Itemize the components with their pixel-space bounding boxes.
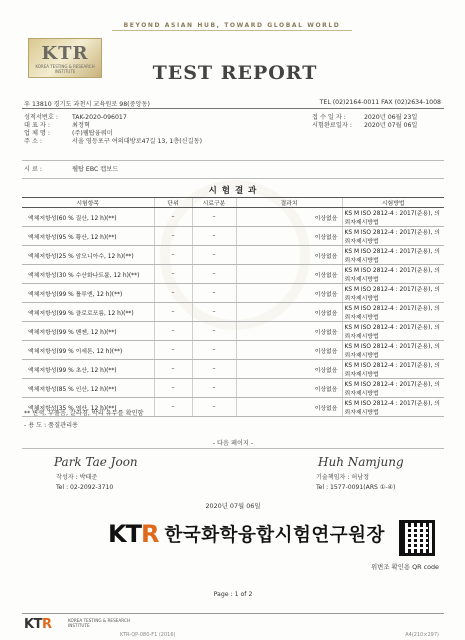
cell-method: KS M ISO 2812-4 : 2017(준용), 의뢰자제시방법 bbox=[342, 379, 444, 398]
cell-unit: – bbox=[154, 303, 192, 322]
purpose-note: - 용 도 : 품질관리용 bbox=[24, 422, 79, 429]
report-meta-left bbox=[24, 114, 202, 146]
address-row: 주 소 : 서울 영등포구 여의대방로47길 13, 1층(신길동) bbox=[24, 138, 202, 145]
cell-sample-class: – bbox=[192, 379, 236, 398]
received-date: 2020년 06월 23일 bbox=[364, 114, 418, 121]
received-row: 접 수 일 자 : 2020년 06월 23일 bbox=[312, 114, 418, 121]
institute-name: 한국화학융합시험연구원장 bbox=[164, 525, 385, 546]
tech-manager-signature: Huh Namjung bbox=[318, 455, 404, 469]
cell-method: KS M ISO 2812-4 : 2017(준용), 의뢰자제시방법 bbox=[342, 322, 444, 341]
page-title: TEST REPORT bbox=[152, 62, 318, 84]
cell-method: KS M ISO 2812-4 : 2017(준용), 의뢰자제시방법 bbox=[342, 341, 444, 360]
results-header-row bbox=[22, 198, 444, 208]
cell-sample-class: – bbox=[192, 341, 236, 360]
results-body bbox=[22, 208, 444, 417]
cell-test-item: 액체저항성(25 % 암모니아수, 12 h)(**) bbox=[22, 246, 154, 265]
cell-result: 이상없음 bbox=[236, 398, 342, 417]
cell-result: 이상없음 bbox=[236, 341, 342, 360]
cell-unit: – bbox=[154, 341, 192, 360]
report-meta-right bbox=[312, 114, 417, 130]
meta-divider bbox=[22, 160, 444, 161]
footer-paper-size: A4(210×297) bbox=[405, 632, 439, 638]
ktr-logo: KTR bbox=[108, 520, 159, 548]
page-number: Page : 1 of 2 bbox=[213, 591, 253, 598]
cell-test-item: 액체저항성(30 % 수산화나트륨, 12 h)(**) bbox=[22, 265, 154, 284]
author-signature: Park Tae Joon bbox=[54, 455, 138, 469]
cell-test-item: 액체저항성(99 % 톨루엔, 12 h)(**) bbox=[22, 284, 154, 303]
table-row bbox=[22, 303, 444, 322]
cell-unit: – bbox=[154, 208, 192, 227]
cell-sample-class: – bbox=[192, 208, 236, 227]
tagline-divider bbox=[112, 30, 352, 31]
cell-unit: – bbox=[154, 360, 192, 379]
cell-test-item: 액체저항성(85 % 인산, 12 h)(**) bbox=[22, 379, 154, 398]
cell-result: 이상없음 bbox=[236, 322, 342, 341]
cell-method: KS M ISO 2812-4 : 2017(준용), 의뢰자제시방법 bbox=[342, 265, 444, 284]
qr-code-icon[interactable] bbox=[399, 520, 435, 556]
cell-unit: – bbox=[154, 379, 192, 398]
institute-signature-block bbox=[108, 520, 385, 548]
ktr-seal-logo bbox=[28, 38, 102, 78]
tech-manager-info bbox=[316, 473, 395, 493]
cell-unit: – bbox=[154, 284, 192, 303]
header-sample-class: 시료구분 bbox=[192, 198, 236, 208]
cell-sample-class: – bbox=[192, 322, 236, 341]
tech-manager-role: 기술책임자 : 허남정 bbox=[316, 474, 370, 481]
cell-unit: – bbox=[154, 398, 192, 417]
table-row bbox=[22, 322, 444, 341]
blank-divider bbox=[22, 448, 444, 449]
header-result: 결과치 bbox=[236, 198, 342, 208]
cell-unit: – bbox=[154, 246, 192, 265]
header-unit: 단위 bbox=[154, 198, 192, 208]
company-address: 서울 영등포구 여의대방로47길 13, 1층(신길동) bbox=[72, 138, 202, 145]
cell-sample-class: – bbox=[192, 360, 236, 379]
institute-address: 우 13810 경기도 과천시 교육원로 98(중앙동) bbox=[24, 101, 150, 108]
header-divider bbox=[22, 108, 444, 109]
cell-test-item: 액체저항성(60 % 질산, 12 h)(**) bbox=[22, 208, 154, 227]
seal-logo-text: KTR bbox=[41, 42, 89, 64]
author-role: 작성자 : 박태준 bbox=[56, 474, 98, 481]
sample-row: 시 료 : 웰탑 EBC 캡보드 bbox=[24, 166, 119, 173]
cell-result: 이상없음 bbox=[236, 303, 342, 322]
issue-date: 2020년 07월 06일 bbox=[205, 502, 261, 510]
cell-method: KS M ISO 2812-4 : 2017(준용), 의뢰자제시방법 bbox=[342, 398, 444, 417]
cell-method: KS M ISO 2812-4 : 2017(준용), 의뢰자제시방법 bbox=[342, 360, 444, 379]
cell-test-item: 액체저항성(99 % 벤젠, 12 h)(**) bbox=[22, 322, 154, 341]
cell-test-item: 액체저항성(35 % 염산, 12 h)(**) bbox=[22, 398, 154, 417]
report-number: TAK-2020-096017 bbox=[72, 114, 127, 121]
next-page-note: - 다음 페이지 - bbox=[212, 440, 254, 447]
cell-result: 이상없음 bbox=[236, 265, 342, 284]
completed-row: 시험완료일자 : 2020년 07월 06일 bbox=[312, 122, 418, 129]
footer-institute-name: KOREA TESTING & RESEARCH INSTITUTE bbox=[68, 618, 131, 628]
cell-sample-class: – bbox=[192, 398, 236, 417]
results-title: 시 험 결 과 bbox=[208, 186, 258, 196]
institute-contact: TEL (02)2164-0011 FAX (02)2634-1008 bbox=[319, 99, 441, 106]
cell-result: 이상없음 bbox=[236, 284, 342, 303]
table-row bbox=[22, 341, 444, 360]
cell-test-item: 액체저항성(99 % 초산, 12 h)(**) bbox=[22, 360, 154, 379]
cell-sample-class: – bbox=[192, 284, 236, 303]
tech-manager-tel: Tel : 1577-0091(ARS ①-④) bbox=[316, 484, 396, 491]
cell-method: KS M ISO 2812-4 : 2017(준용), 의뢰자제시방법 bbox=[342, 208, 444, 227]
results-note: ** 변색, 부풀음, 갈라짐, 박리 유무를 확인함 bbox=[24, 410, 144, 417]
seal-logo-subtext: KOREA TESTING & RESEARCH INSTITUTE bbox=[35, 63, 95, 74]
cell-result: 이상없음 bbox=[236, 246, 342, 265]
qr-label: 위변조 확인용 QR code bbox=[370, 563, 439, 571]
cell-result: 이상없음 bbox=[236, 227, 342, 246]
footer-form-code: KTR-QP-080-F1 (2016) bbox=[120, 632, 176, 638]
report-number-row: 성적서번호 : TAK-2020-096017 bbox=[24, 114, 127, 121]
header-tagline: BEYOND ASIAN HUB, TOWARD GLOBAL WORLD bbox=[123, 22, 341, 29]
table-row bbox=[22, 284, 444, 303]
cell-result: 이상없음 bbox=[236, 379, 342, 398]
cell-test-item: 액체저항성(99 % 이세톤, 12 h)(**) bbox=[22, 341, 154, 360]
cell-sample-class: – bbox=[192, 227, 236, 246]
footer-divider bbox=[22, 613, 444, 614]
cell-result: 이상없음 bbox=[236, 360, 342, 379]
table-row bbox=[22, 208, 444, 227]
cell-method: KS M ISO 2812-4 : 2017(준용), 의뢰자제시방법 bbox=[342, 284, 444, 303]
cell-method: KS M ISO 2812-4 : 2017(준용), 의뢰자제시방법 bbox=[342, 303, 444, 322]
author-tel: Tel : 02-2092-3710 bbox=[56, 484, 114, 491]
table-row bbox=[22, 265, 444, 284]
table-row bbox=[22, 246, 444, 265]
header-method: 시험방법 bbox=[342, 198, 444, 208]
cell-test-item: 액체저항성(95 % 황산, 12 h)(**) bbox=[22, 227, 154, 246]
representative-row: 대 표 자 : 최정혁 bbox=[24, 122, 90, 129]
table-row bbox=[22, 379, 444, 398]
company-name: (주)웰탑융쿼미 bbox=[72, 130, 113, 137]
header-test-item: 시험항목 bbox=[22, 198, 154, 208]
cell-sample-class: – bbox=[192, 246, 236, 265]
footer-ktr-logo: KTR bbox=[24, 617, 52, 632]
cell-method: KS M ISO 2812-4 : 2017(준용), 의뢰자제시방법 bbox=[342, 227, 444, 246]
cell-method: KS M ISO 2812-4 : 2017(준용), 의뢰자제시방법 bbox=[342, 246, 444, 265]
author-info bbox=[56, 473, 113, 493]
cell-sample-class: – bbox=[192, 303, 236, 322]
sample-name: 웰탑 EBC 캡보드 bbox=[72, 166, 119, 173]
table-row bbox=[22, 360, 444, 379]
table-row bbox=[22, 227, 444, 246]
representative: 최정혁 bbox=[72, 122, 90, 129]
results-table bbox=[22, 197, 444, 417]
completed-date: 2020년 07월 06일 bbox=[364, 122, 418, 129]
cell-test-item: 액체저항성(99 % 클로로포름, 12 h)(**) bbox=[22, 303, 154, 322]
cell-unit: – bbox=[154, 265, 192, 284]
company-row: 업 체 명 : (주)웰탑융쿼미 bbox=[24, 130, 113, 137]
cell-sample-class: – bbox=[192, 265, 236, 284]
cell-unit: – bbox=[154, 322, 192, 341]
sample-divider bbox=[22, 178, 444, 179]
cell-unit: – bbox=[154, 227, 192, 246]
cell-result: 이상없음 bbox=[236, 208, 342, 227]
